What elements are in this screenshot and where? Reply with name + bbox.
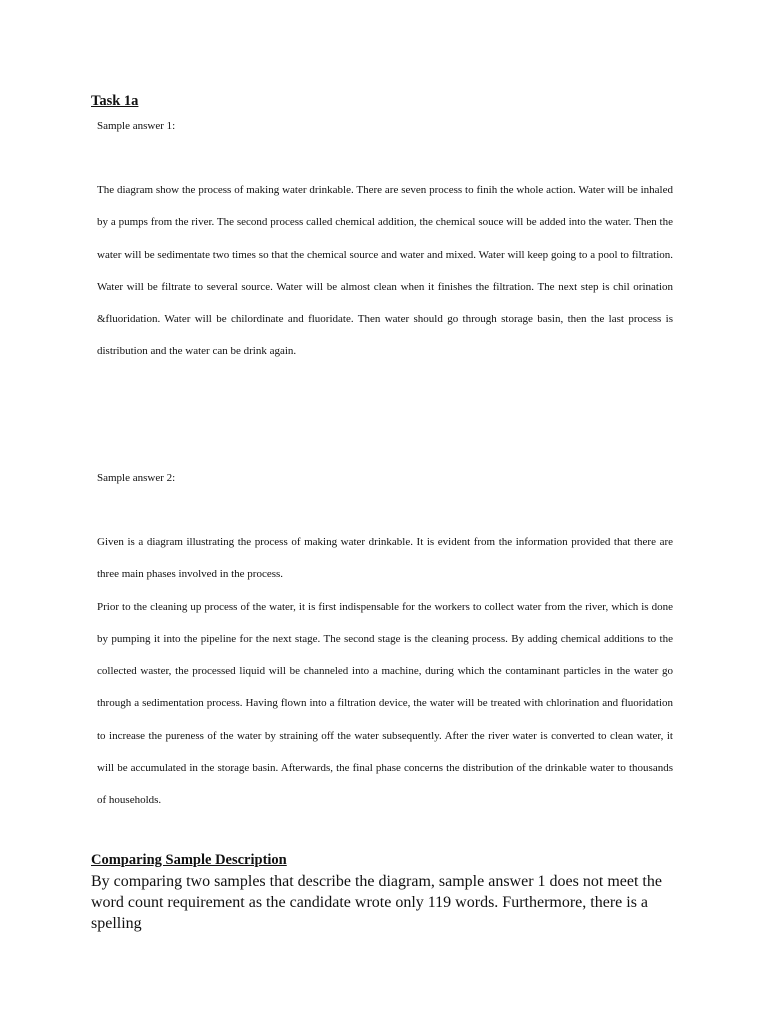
sample-answer-2-label: Sample answer 2: [97,472,176,484]
sample-answer-1-label: Sample answer 1: [97,120,176,132]
sample-answer-1-paragraph: The diagram show the process of making water drinkable. There are seven process to finih the whole action. Water will be inhaled by a pumps from the river. The second process called chemical addition, the chemical souce will be added into the water. Then the water will be sedimentate two times so that the chemical source and water and mixed. Water will keep going to a pool to filtration. Water will be filtrate to several source. Water will be almost clean when it finishes the filtration. The next step is chil orination &fluoridation. Water will be chilordinate and fluoridate. Then water should go through storage basin, then the last process is distribution and the water can be drink again. [97,184,673,358]
sample-answer-2-text [97,526,673,817]
sample-answer-2-paragraph-1: Given is a diagram illustrating the process of making water drinkable. It is evident from the information provided that there are three main phases involved in the process. [97,536,673,581]
task-title: Task 1a [91,93,139,109]
sample-answer-2-paragraph-2: Prior to the cleaning up process of the water, it is first indispensable for the workers to collect water from the river, which is done by pumping it into the pipeline for the next stage. The second stage is the cleaning process. By adding chemical additions to the collected waster, the processed liquid will be channeled into a machine, during which the contaminant particles in the water go through a sedimentation process. Having flown into a filtration device, the water will be treated with chlorination and fluoridation to increase the pureness of the water by straining off the water subsequently. After the river water is converted to clean water, it will be accumulated in the storage basin. Afterwards, the final phase concerns the distribution of the drinkable water to thousands of households. [97,600,673,807]
comparison-text: By comparing two samples that describe the diagram, sample answer 1 does not meet the word count requirement as the candidate wrote only 119 words. Furthermore, there is a spelling [91,873,662,932]
sample-answer-1-text [97,174,673,368]
comparison-title: Comparing Sample Description [91,852,287,868]
